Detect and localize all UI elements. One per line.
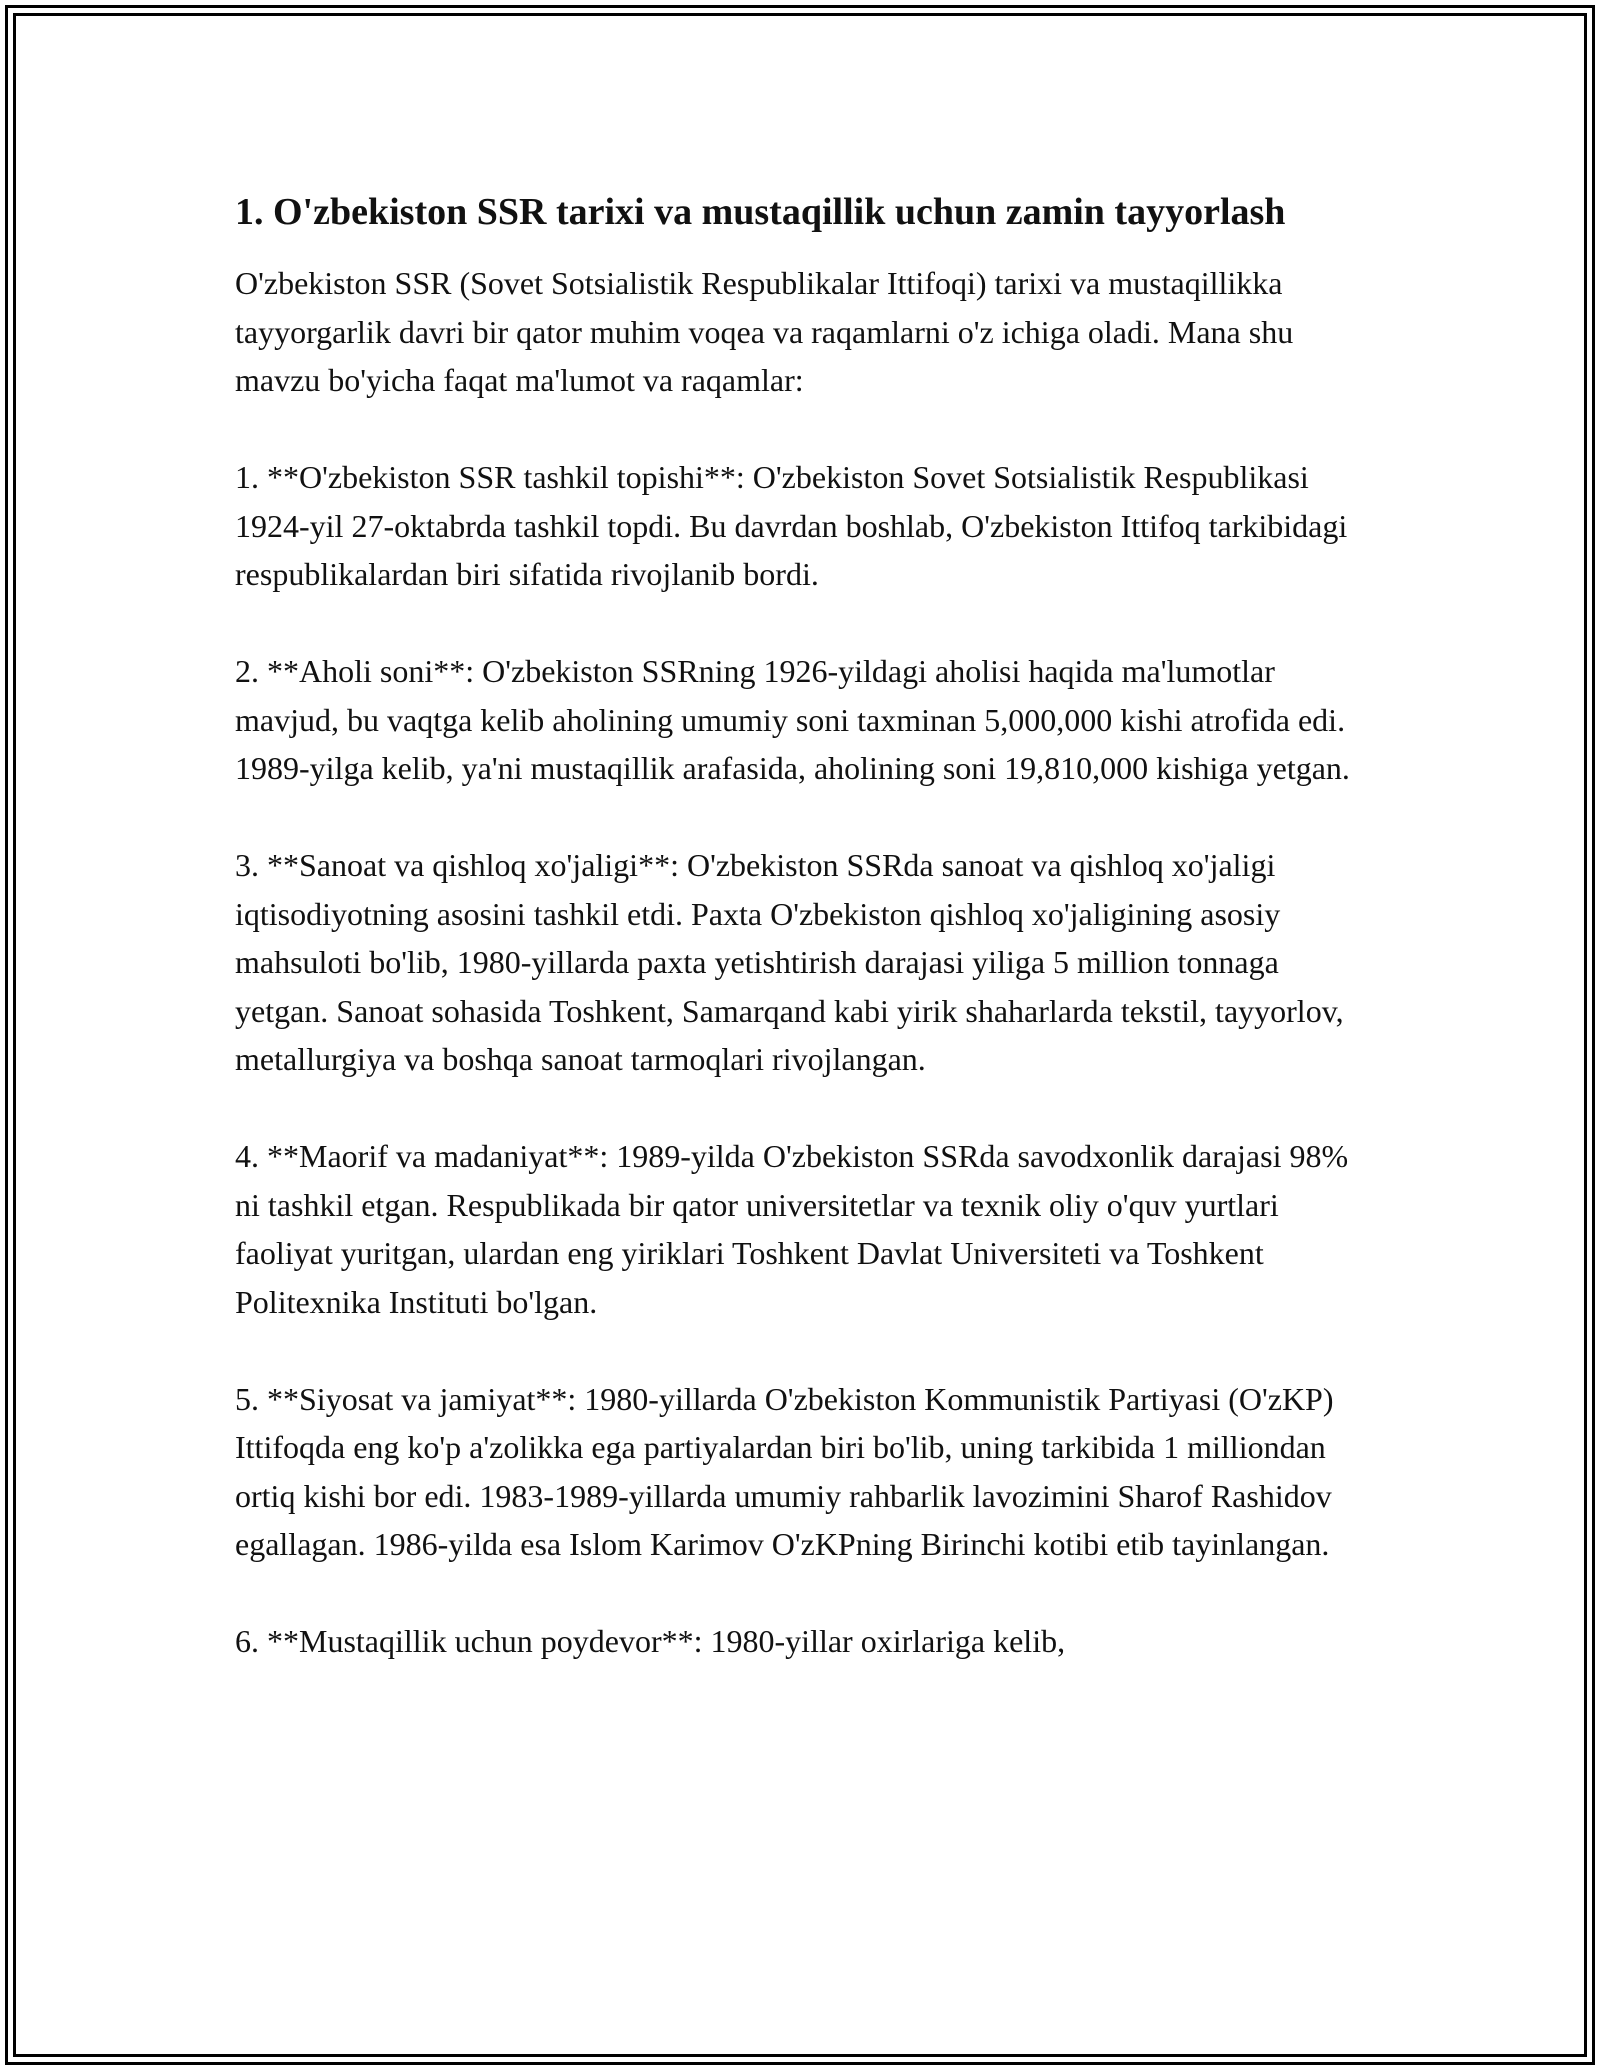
paragraph-population: 2. **Aholi soni**: O'zbekiston SSRning 1926-yildagi aholisi haqida ma'lumotlar mavjud, bu vaqtga kelib aholining umumiy soni taxminan 5,000,000 kishi atrofida edi. 1989-yilga kelib, ya'ni mustaqillik arafasida, aholining soni 19,810,000 kishiga yetgan.: [235, 653, 1350, 786]
paragraph-education-culture: 4. **Maorif va madaniyat**: 1989-yilda O'zbekiston SSRda savodxonlik darajasi 98% ni tashkil etgan. Respublikada bir qator universitetlar va texnik oliy o'quv yurtlari faoliyat yuritgan, ulardan eng yiriklari Toshkent Davlat Universiteti va Toshkent Politexnika Instituti bo'lgan.: [235, 1138, 1349, 1320]
paragraph-ssr-formation: 1. **O'zbekiston SSR tashkil topishi**: O'zbekiston Sovet Sotsialistik Respublikasi 1924-yil 27-oktabrda tashkil topdi. Bu davrdan boshlab, O'zbekiston Ittifoq tarkibidagi respublikalardan biri sifatida rivojlanib bordi.: [235, 459, 1348, 592]
intro-paragraph: O'zbekiston SSR (Sovet Sotsialistik Respublikalar Ittifoqi) tarixi va mustaqillikka tayyorgarlik davri bir qator muhim voqea va raqamlarni o'z ichiga oladi. Mana shu mavzu bo'yicha faqat ma'lumot va raqamlar:: [235, 265, 1294, 398]
paragraph-industry-agriculture: 3. **Sanoat va qishloq xo'jaligi**: O'zbekiston SSRda sanoat va qishloq xo'jaligi iqtisodiyotning asosini tashkil etdi. Paxta O'zbekiston qishloq xo'jaligining asosiy mahsuloti bo'lib, 1980-yillarda paxta yetishtirish darajasi yiliga 5 million tonnaga yetgan. Sanoat sohasida Toshkent, Samarqand kabi yirik shaharlarda tekstil, tayyorlov, metallurgiya va boshqa sanoat tarmoqlari rivojlangan.: [235, 847, 1344, 1077]
paragraph-politics-society: 5. **Siyosat va jamiyat**: 1980-yillarda O'zbekiston Kommunistik Partiyasi (O'zKP) Ittifoqda eng ko'p a'zolikka ega partiyalardan biri bo'lib, uning tarkibida 1 milliondan ortiq kishi bor edi. 1983-1989-yillarda umumiy rahbarlik lavozimini Sharof Rashidov egallagan. 1986-yilda esa Islom Karimov O'zKPning Birinchi kotibi etib tayinlangan.: [235, 1380, 1334, 1562]
document-body: [235, 185, 1375, 1714]
paragraph-independence-foundation: 6. **Mustaqillik uchun poydevor**: 1980-yillar oxirlariga kelib,: [235, 1623, 1066, 1659]
document-title: 1. O'zbekiston SSR tarixi va mustaqillik uchun zamin tayyorlash: [235, 191, 1286, 233]
